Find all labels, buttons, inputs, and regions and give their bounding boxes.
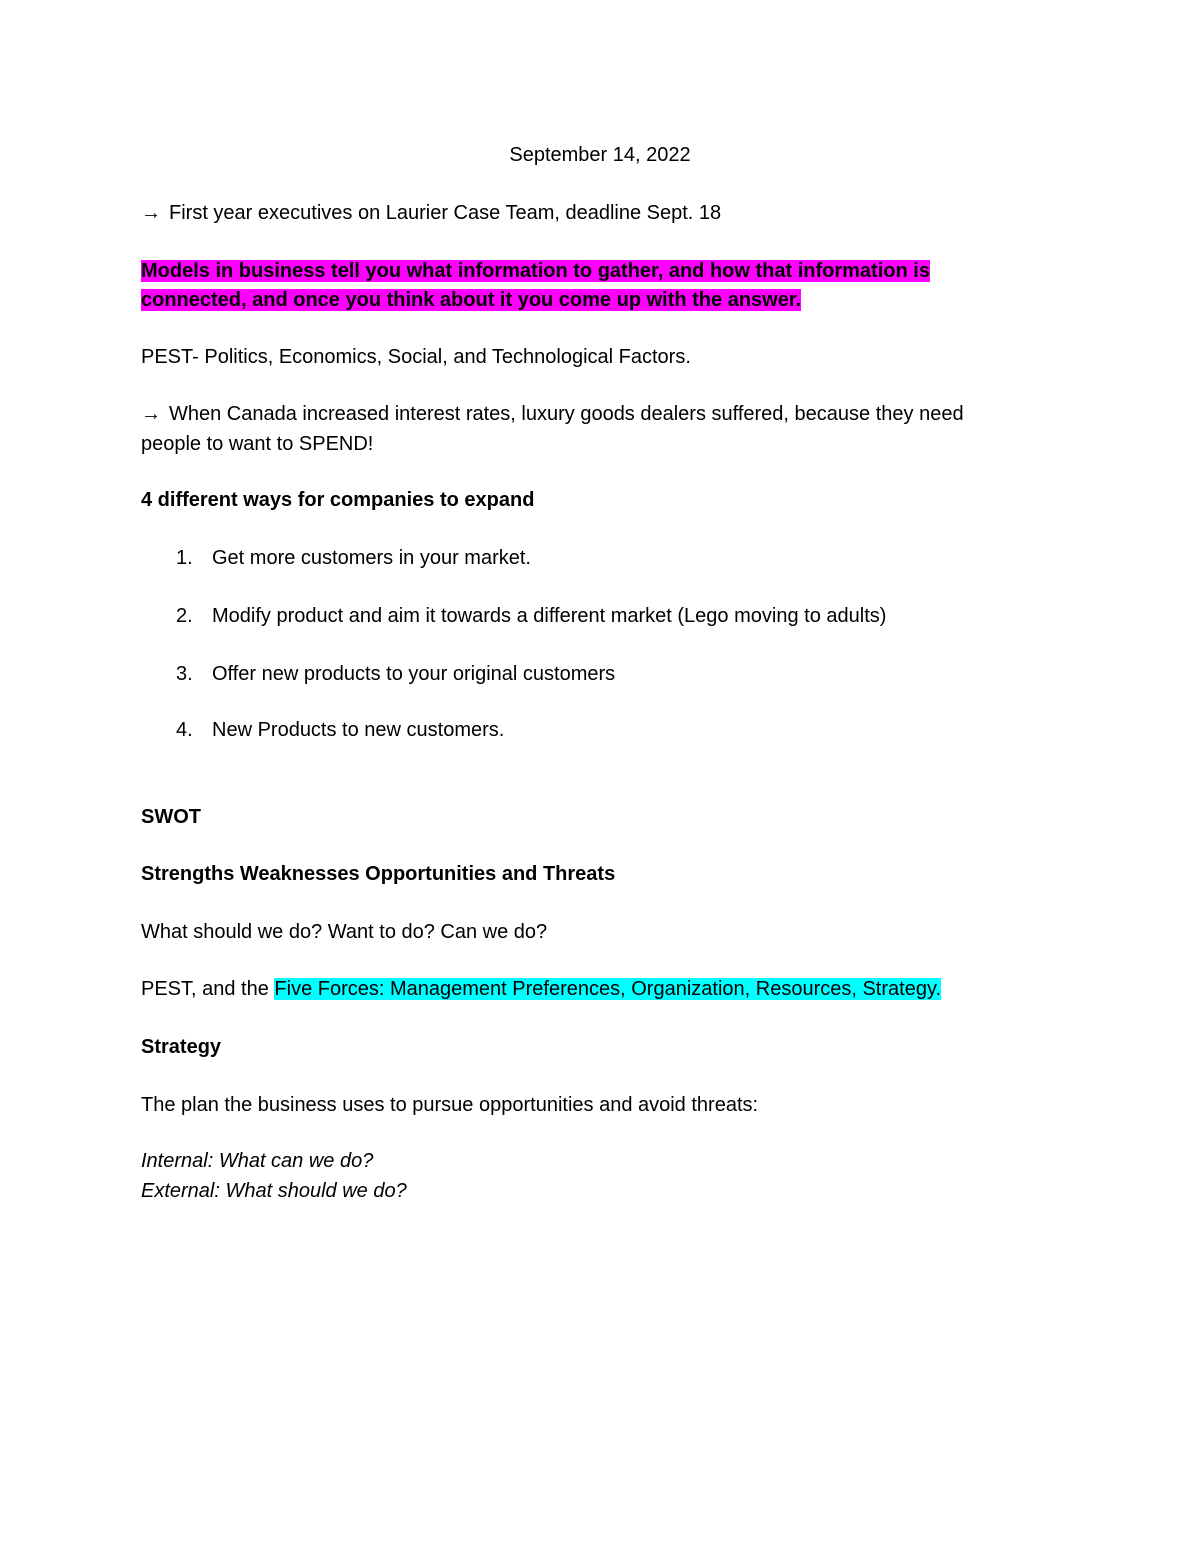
highlight-models-text2: connected, and once you think about it you come up with the answer. [141,289,802,311]
list-item [176,716,504,745]
list-text: Get more customers in your market. [212,547,531,569]
date-heading: September 14, 2022 [509,144,691,166]
five-forces-prefix: PEST, and the [141,978,275,1000]
list-item [176,544,531,573]
arrow-right-icon: → [141,403,161,425]
external-question: External: What should we do? [141,1180,407,1202]
list-item [176,602,886,631]
highlight-models-text1: Models in business tell you what information to gather, and how that information is [141,260,930,282]
list-text: Modify product and aim it towards a different market (Lego moving to adults) [212,605,887,627]
list-number: 3. [176,663,193,685]
swot-full: Strengths Weaknesses Opportunities and Threats [141,863,616,885]
internal-question: Internal: What can we do? [141,1150,374,1172]
five-forces-highlight: Five Forces: Management Preferences, Organization, Resources, Strategy. [274,978,942,1000]
list-number: 2. [176,605,193,627]
swot-heading: SWOT [141,806,201,828]
list-number: 1. [176,547,193,569]
note-first-year [141,199,721,228]
note-canada-text1: When Canada increased interest rates, luxury goods dealers suffered, because they need [169,403,964,425]
list-item [176,660,615,689]
list-text: New Products to new customers. [212,719,505,741]
arrow-right-icon: → [141,202,161,224]
pest-line: PEST- Politics, Economics, Social, and Technological Factors. [141,346,691,368]
note-first-year-text: First year executives on Laurier Case Team, deadline Sept. 18 [169,202,722,224]
expand-heading: 4 different ways for companies to expand [141,489,535,511]
list-number: 4. [176,719,193,741]
note-canada-line2: people to want to SPEND! [141,433,374,455]
five-forces-line [141,975,941,1004]
strategy-heading: Strategy [141,1036,222,1058]
highlight-models-line2 [141,286,801,315]
strategy-definition: The plan the business uses to pursue opportunities and avoid threats: [141,1094,759,1116]
questions-line: What should we do? Want to do? Can we do? [141,921,548,943]
note-canada-line1 [141,400,964,429]
highlight-models-line1 [141,257,930,286]
list-text: Offer new products to your original customers [212,663,616,685]
